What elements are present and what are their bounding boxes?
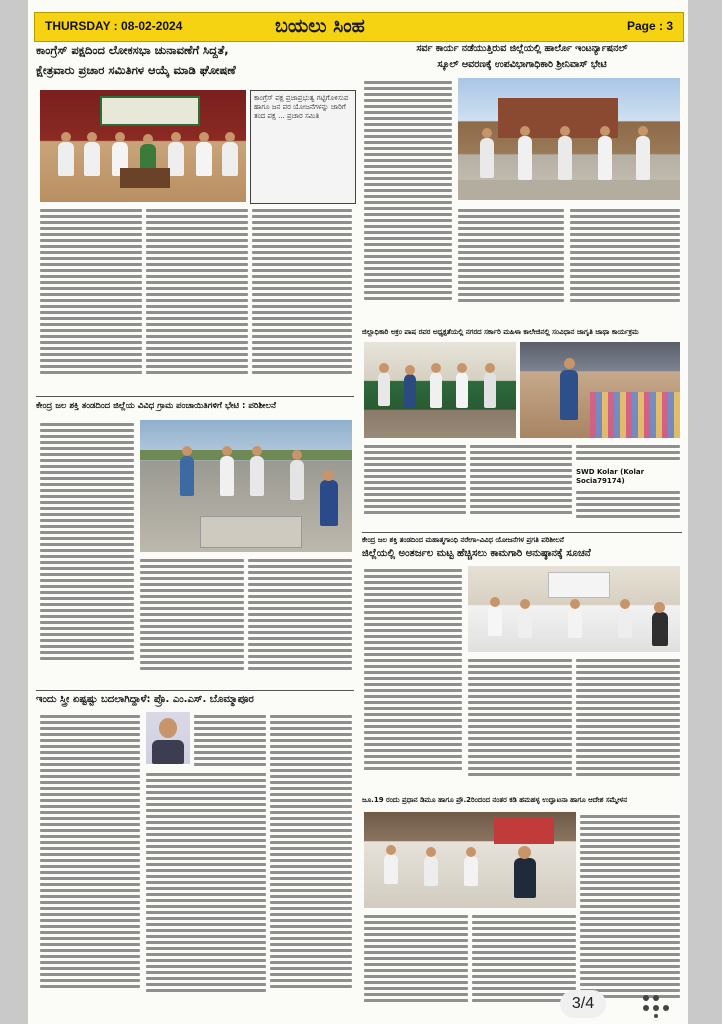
women-body-col2a xyxy=(194,712,266,772)
professor-portrait xyxy=(146,712,190,764)
jal-shakti-photo xyxy=(140,420,352,552)
school-headline-2: ಸ್ಕೂಲ್ ಆವರಣಕ್ಕೆ ಉಪವಿಭಾಗಾಧಿಕಾರಿ ಶ್ರೀನಿವಾಸ್ ಭೇಟಿ xyxy=(437,59,607,70)
congress-body-col2 xyxy=(146,206,248,392)
jal-shakti-body-col1 xyxy=(40,420,134,686)
meeting-photo xyxy=(364,812,576,908)
congress-body-col1 xyxy=(40,206,142,392)
women-body-col3 xyxy=(270,712,352,1014)
jal-shakti-body-col2 xyxy=(140,556,244,686)
meeting-headline: ಜೂ.19 ರಂದು ಪ್ರಧಾನ ಡಿಮೂ ಹಾಗೂ ಪ್ರೌ.2ರಿಂದಂದ ನಂತರ ಕಡಿ ಹಮಹಳ್ಳ ಉದ್ಘಾಟನಾ ಹಾಗೂ ಆದೇಶ ಸಮ್ಮೇಳನ xyxy=(362,796,628,804)
women-headline: ಇಂದು ಸ್ತ್ರೀ ಏಷ್ಟಷ್ಟು ಬದಲಾಗಿದ್ದಾಳೆ: ಪ್ರೊ. ಎಂ.ಎಸ್. ಬೊಮ್ಮಾಪೂರ xyxy=(36,694,254,705)
school-body-col2 xyxy=(458,206,564,324)
college-headline: ಜಿಲ್ಲಾಧಿಕಾರಿ ಅಕ್ರಂ ಪಾಷ ರವರ ಅಧ್ಯಕ್ಷತೆಯಲ್ಲಿ ನಗರದ ಸರ್ಕಾರಿ ಮಹಿಳಾ ಕಾಲೇಜಿನಲ್ಲಿ ಸಂವಿಧಾನ ಜಾಗೃತಿ ಜಾಥಾ ಕಾರ್ಯಕ್ರಮ xyxy=(362,328,639,336)
section-divider-right xyxy=(362,532,682,533)
issue-date: THURSDAY : 08-02-2024 xyxy=(45,19,183,33)
congress-box-note: ಕಾಂಗ್ರೆಸ್ ಪಕ್ಷ ಪ್ರಜಾಪ್ರಭುತ್ವ ಗಟ್ಟಿಗೊಳಿಸುವ ಹಾಗೂ ಜನ ಪರ ಯೋಜನೆಗಳನ್ನು ಜಾರಿಗೆ ತಂದ ಪಕ್ಷ ... ಪ್ರಚಾರ ಸಮಿತಿ xyxy=(250,90,356,204)
swd-kolar-note: SWD Kolar (Kolar Socia79174) xyxy=(576,468,645,485)
school-headline-1: ಸರ್ವ ಕಾರ್ಯ ನಡೆಯುತ್ತಿರುವ ಜಿಲ್ಲೆಯಲ್ಲಿ ಹಾರ್ಲೊ ಇಂಟರ್ನ್ಯಾಷನಲ್ xyxy=(416,43,628,54)
congress-headline-2: ಕ್ಷೇತ್ರವಾರು ಪ್ರಚಾರ ಸಮಿತಿಗಳ ಆಯ್ಕೆ ಮಾಡಿ ಘೋಷಣೆ xyxy=(36,63,236,77)
section-divider xyxy=(36,396,354,397)
meeting-body-col3 xyxy=(580,812,680,1014)
district-body-col3 xyxy=(576,656,680,790)
masthead xyxy=(34,12,684,42)
school-body-col3 xyxy=(570,206,680,324)
congress-headline-1: ಕಾಂಗ್ರೆಸ್ ಪಕ್ಷದಿಂದ ಲೋಕಸಭಾ ಚುನಾವಣೆಗೆ ಸಿದ್ದತೆ, xyxy=(36,43,229,57)
newspaper-page xyxy=(28,0,688,1024)
school-visit-photo xyxy=(458,78,680,200)
district-body-col1 xyxy=(364,566,462,790)
page-indicator: 3/4 xyxy=(560,990,606,1018)
college-event-photo-1 xyxy=(364,342,516,438)
congress-body-col3 xyxy=(252,206,352,392)
page-number: Page : 3 xyxy=(626,19,673,33)
district-works-headline: ಜಿಲ್ಲೆಯಲ್ಲಿ ಅಂತರ್ಜಲ ಮಟ್ಟ ಹೆಚ್ಚಿಸಲು ಕಾಮಗಾರಿ ಅನುಷ್ಠಾನಕ್ಕೆ ಸೂಚನೆ xyxy=(362,548,591,559)
college-event-photo-2 xyxy=(520,342,680,438)
district-body-col2 xyxy=(468,656,572,790)
congress-meeting-photo xyxy=(40,90,246,202)
jal-shakti-headline: ಕೇಂದ್ರ ಜಲ ಶಕ್ತಿ ತಂಡದಿಂದ ಜಿಲ್ಲೆಯ ವಿವಿಧ ಗ್ರಾಮ ಪಂಚಾಯಿತಿಗಳಿಗೆ ಭೇಟಿ : ಪರಿಶೀಲನೆ xyxy=(36,401,277,411)
meeting-body-col1 xyxy=(364,912,468,1014)
women-body-col2 xyxy=(146,770,266,1014)
section-divider-bottom xyxy=(36,690,354,691)
college-body-col2 xyxy=(470,442,572,530)
grid-menu-icon[interactable] xyxy=(640,992,710,1018)
women-body-col1 xyxy=(40,712,140,1014)
newspaper-title: ಬಯಲು ಸಿಂಹ xyxy=(275,15,365,37)
college-body-col3 xyxy=(576,442,680,466)
jal-shakti-body-col3 xyxy=(248,556,352,686)
college-body-col1 xyxy=(364,442,466,530)
college-body-col3b xyxy=(576,488,680,530)
district-meeting-photo xyxy=(468,566,680,652)
district-works-kicker: ಕೇಂದ್ರ ಜಲ ಶಕ್ತಿ ತಂಡದಿಂದ ಮಹಾತ್ಮಗಾಂಧಿ ನರೇಗಾ-ವಿವಿಧ ಯೋಜನೆಗಳ ಪ್ರಗತಿ ಪರಿಶೀಲನೆ xyxy=(362,536,564,544)
school-body-col1 xyxy=(364,78,452,324)
